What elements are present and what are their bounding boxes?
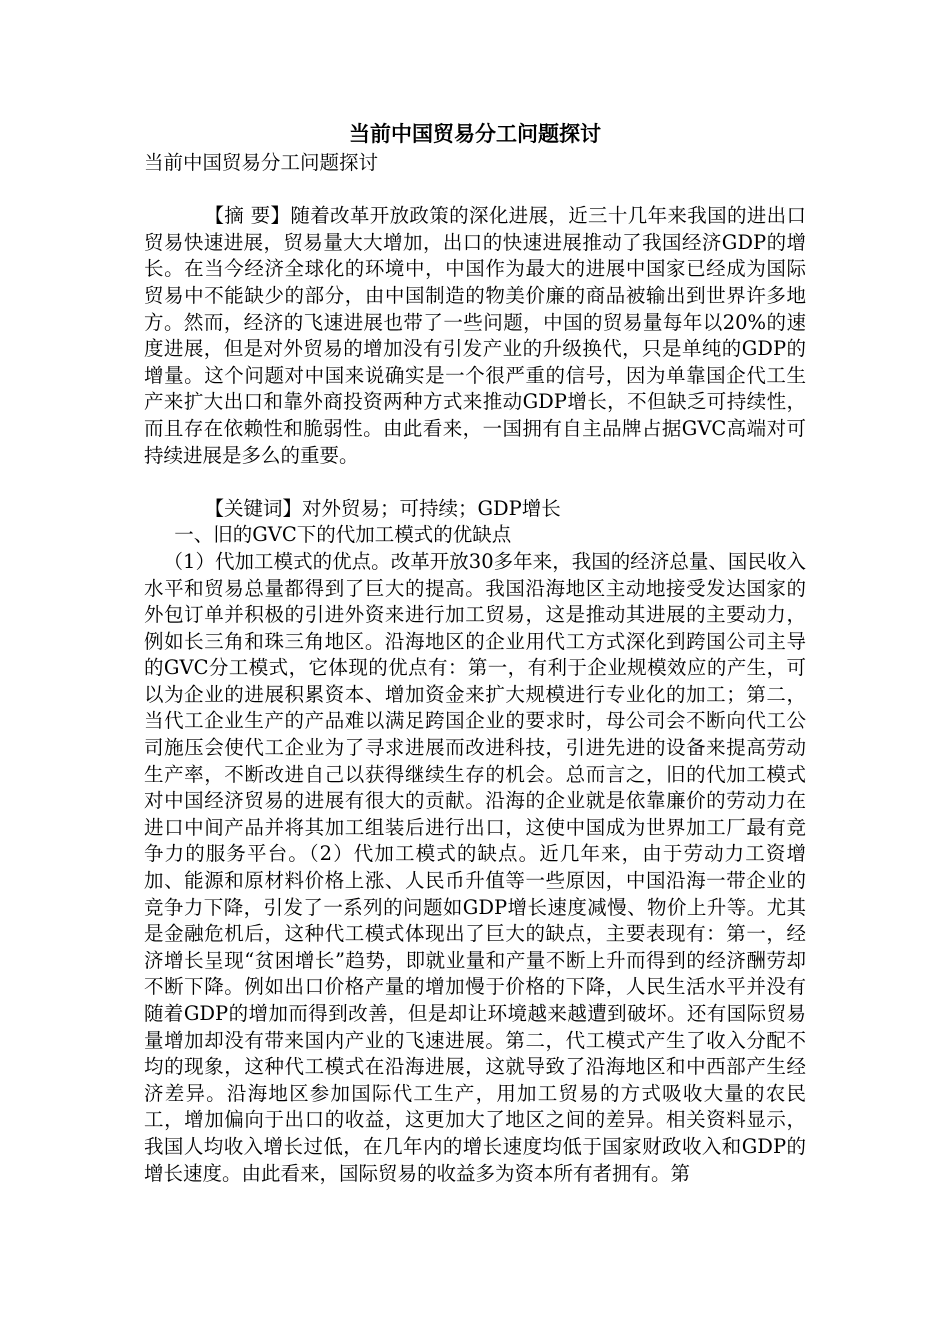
abstract-paragraph: 【摘 要】随着改革开放政策的深化进展，近三十几年来我国的进出口贸易快速进展，贸易量大大增加，出口的快速进展推动了我国经济GDP的增长。在当今经济全球化的环境中，中国作为最大的进展中国家已经成为国际贸易中不能缺少的部分，由中国制造的物美价廉的商品被输出到世界许多地方。然而，经济的飞速进展也带了一些问题，中国的贸易量每年以20%的速度进展，但是对外贸易的增加没有引发产业的升级换代，只是单纯的GDP的增量。这个问题对中国来说确实是一个很严重的信号，因为单靠国企代工生产来扩大出口和靠外商投资两种方式来推动GDP增长，不但缺乏可持续性，而且存在依赖性和脆弱性。由此看来，一国拥有自主品牌占据GVC高端对可持续进展是多么的重要。 <box>144 204 806 467</box>
document-title: 当前中国贸易分工问题探讨 <box>349 121 601 146</box>
body-paragraph: （1）代加工模式的优点。改革开放30多年来，我国的经济总量、国民收入水平和贸易总量都得到了巨大的提高。我国沿海地区主动地接受发达国家的外包订单并积极的引进外资来进行加工贸易，这是推动其进展的主要动力，例如长三角和珠三角地区。沿海地区的企业用代工方式深化到跨国公司主导的GVC分工模式，它体现的优点有：第一，有利于企业规模效应的产生，可以为企业的进展积累资本、增加资金来扩大规模进行专业化的加工；第二，当代工企业生产的产品难以满足跨国企业的要求时，母公司会不断向代工公司施压会使代工企业为了寻求进展而改进科技，引进先进的设备来提高劳动生产率，不断改进自己以获得继续生存的机会。总而言之，旧的代加工模式对中国经济贸易的进展有很大的贡献。沿海的企业就是依靠廉价的劳动力在进口中间产品并将其加工组装后进行出口，这使中国成为世界加工厂最有竞争力的服务平台。（2）代加工模式的缺点。近几年来，由于劳动力工资增加、能源和原材料价格上涨、人民币升值等一些原因，中国沿海一带企业的竞争力下降，引发了一系列的问题如GDP增长速度减慢、物价上升等。尤其是金融危机后，这种代工模式体现出了巨大的缺点，主要表现有：第一，经济增长呈现“贫困增长”趋势，即就业量和产量不断上升而得到的经济酬劳却不断下降。例如出口价格产量的增加慢于价格的下降，人民生活水平并没有随着GDP的增加而得到改善，但是却让环境越来越遭到破坏。还有国际贸易量增加却没有带来国内产业的飞速进展。第二，代工模式产生了收入分配不均的现象，这种代工模式在沿海进展，这就导致了沿海地区和中西部产生经济差异。沿海地区参加国际代工生产，用加工贸易的方式吸收大量的农民工，增加偏向于出口的收益，这更加大了地区之间的差异。相关资料显示，我国人均收入增长过低，在几年内的增长速度均低于国家财政收入和GDP的增长速度。由此看来，国际贸易的收益多为资本所有者拥有。第 <box>144 549 806 1185</box>
section-heading: 一、旧的GVC下的代加工模式的优缺点 <box>174 523 512 547</box>
document-body <box>144 150 806 1187</box>
blank-line <box>144 177 806 204</box>
keywords-line: 【关键词】对外贸易；可持续；GDP增长 <box>204 496 561 520</box>
document-subtitle: 当前中国贸易分工问题探讨 <box>144 151 379 174</box>
blank-line <box>144 469 806 496</box>
